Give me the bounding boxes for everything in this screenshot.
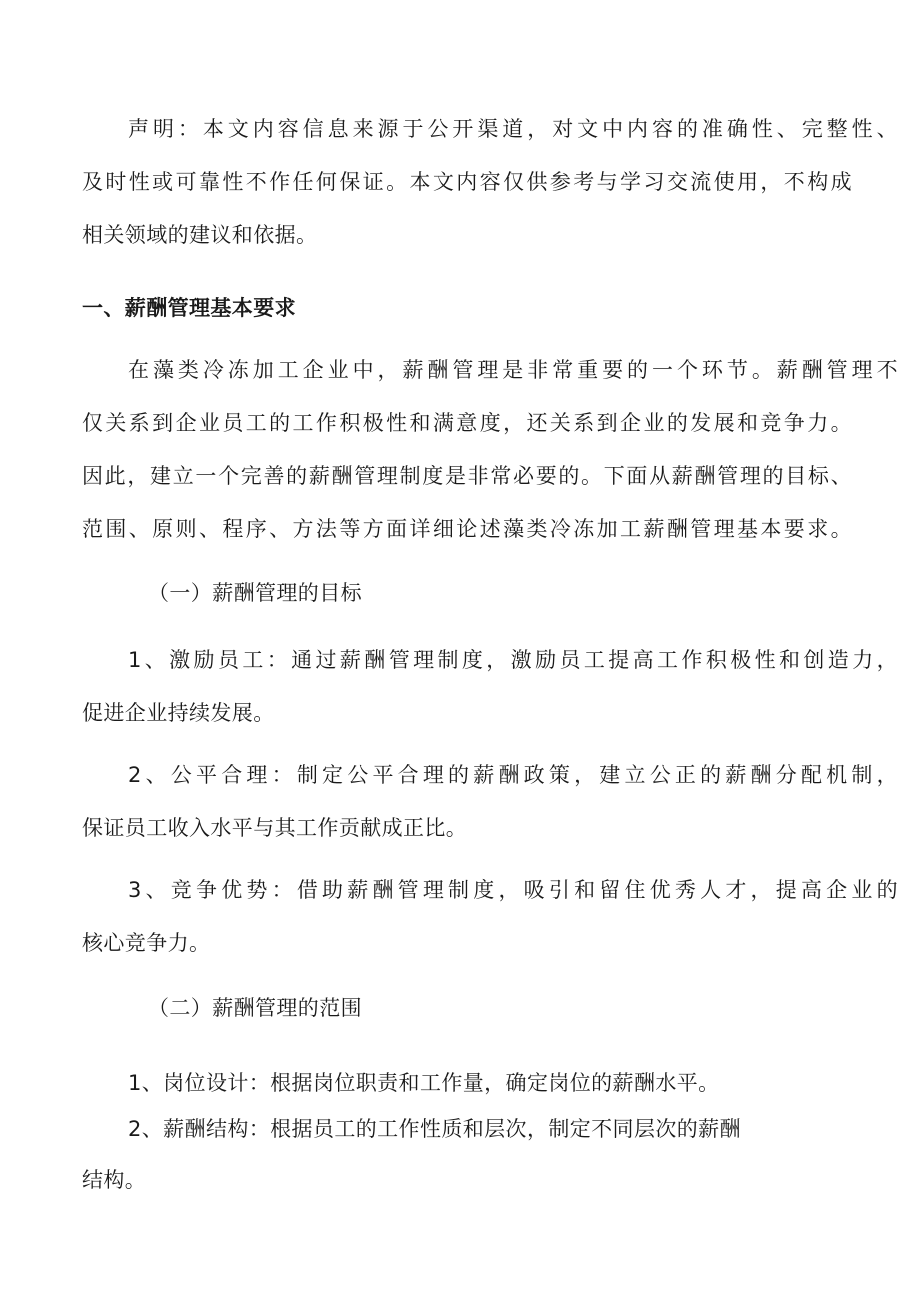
intro-line-4: 范围、原则、程序、方法等方面详细论述藻类冷冻加工薪酬管理基本要求。: [82, 517, 852, 541]
scope-2-line-1: 2、薪酬结构：根据员工的工作性质和层次，制定不同层次的薪酬: [128, 1117, 741, 1141]
section-1-title: 一、薪酬管理基本要求: [82, 296, 296, 320]
subsection-2-title: （二）薪酬管理的范围: [148, 996, 362, 1020]
goal-2-line-2: 保证员工收入水平与其工作贡献成正比。: [82, 816, 468, 840]
subsection-1-title: （一）薪酬管理的目标: [148, 581, 362, 605]
goal-3-line-2: 核心竞争力。: [82, 931, 211, 955]
disclaimer-line-1: 声明：本文内容信息来源于公开渠道，对文中内容的准确性、完整性、: [128, 117, 898, 141]
scope-2-line-2: 结构。: [82, 1168, 147, 1192]
goal-1-line-1: 1、激励员工：通过薪酬管理制度，激励员工提高工作积极性和创造力，: [128, 648, 898, 672]
disclaimer-line-3: 相关领域的建议和依据。: [82, 223, 318, 247]
scope-1: 1、岗位设计：根据岗位职责和工作量，确定岗位的薪酬水平。: [128, 1071, 720, 1095]
disclaimer-line-2: 及时性或可靠性不作任何保证。本文内容仅供参考与学习交流使用，不构成: [82, 170, 852, 194]
goal-2-line-1: 2、公平合理：制定公平合理的薪酬政策，建立公正的薪酬分配机制，: [128, 763, 898, 787]
goal-3-line-1: 3、竞争优势：借助薪酬管理制度，吸引和留住优秀人才，提高企业的: [128, 878, 898, 902]
intro-line-3: 因此，建立一个完善的薪酬管理制度是非常必要的。下面从薪酬管理的目标、: [82, 464, 852, 488]
intro-line-1: 在藻类冷冻加工企业中，薪酬管理是非常重要的一个环节。薪酬管理不: [128, 358, 898, 382]
intro-line-2: 仅关系到企业员工的工作积极性和满意度，还关系到企业的发展和竞争力。: [82, 411, 852, 435]
goal-1-line-2: 促进企业持续发展。: [82, 701, 275, 725]
